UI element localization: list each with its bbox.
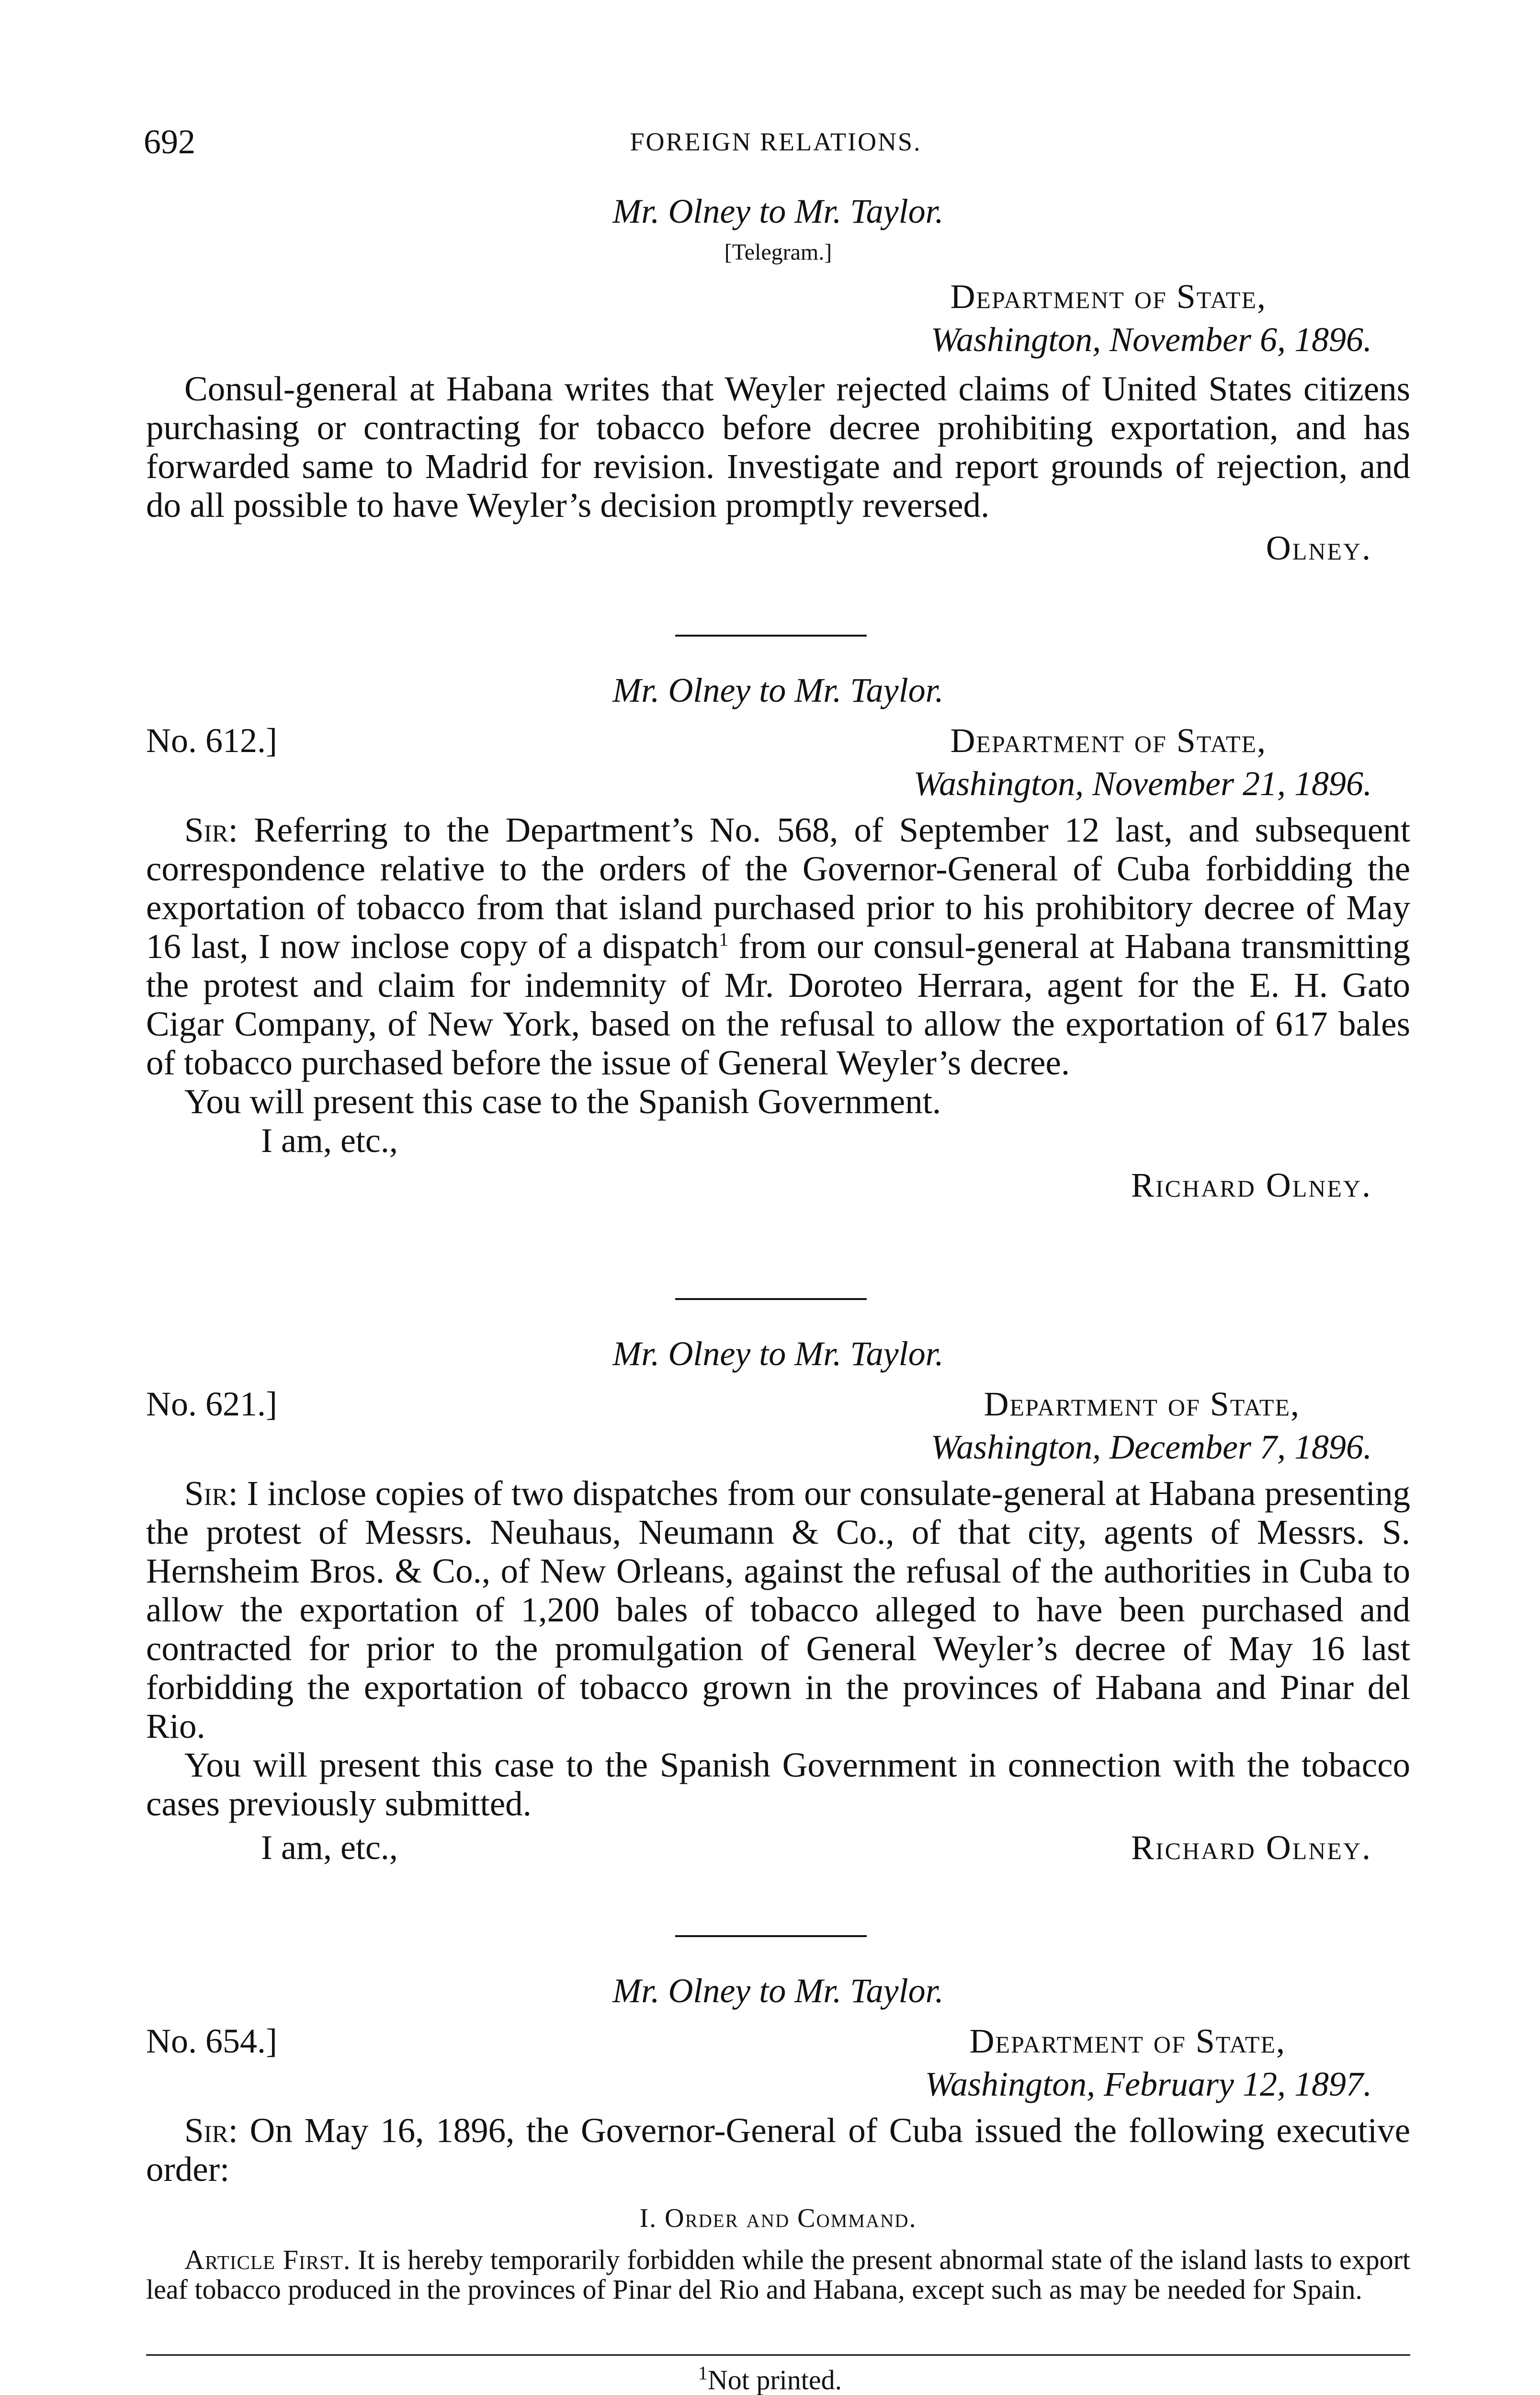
footnote-ref: 1 [719,928,729,950]
running-head: FOREIGN RELATIONS. [630,127,922,156]
letter-654 [146,1971,1410,2332]
letter-title: Mr. Olney to Mr. Taylor. [612,671,944,709]
closing: I am, etc., [261,1828,398,1867]
body-text: from our consul-general at Habana transmitting the protest and claim for indemnity of Mr. Doroteo Herrara, agent for the E. H. Gato Cigar Company, of New York, based on the refusal to allow the exportation of 617 bales of tobacco purchased before the issue of General Weyler’s decree. [146,927,1410,1082]
body-text: On May 16, 1896, the Governor-General of Cuba issued the following executive order: [146,2111,1411,2189]
letter-title: Mr. Olney to Mr. Taylor. [612,1334,944,1373]
letter-title: Mr. Olney to Mr. Taylor. [612,1972,944,2010]
letter-621 [146,1334,1410,1869]
letter-body [146,2111,1410,2189]
salutation: Sir: [184,1474,238,1513]
signature: Richard Olney. [1131,1828,1372,1867]
closing: I am, etc., [261,1121,398,1160]
department-line: Department of State, [969,2022,1286,2060]
footnote-text: Not printed. [707,2364,842,2395]
document-number: No. 654.] [146,2022,277,2060]
letter-subtitle: [Telegram.] [724,240,832,265]
letterhead-row [146,721,1410,764]
document-number: No. 612.] [146,721,277,760]
letterhead-row [146,2021,1410,2064]
article-lead: Article First. [184,2244,351,2275]
body-text: Referring to the Department’s No. 568, of September 12 last, and subsequent correspondence relative to the orders of the Governor-General of Cuba forbidding the exportation of tobacco from that island purchased prior to his prohibitory decree of May 16 last, I now inclose copy of a dispatch [146,810,1411,966]
article-text [146,2245,1410,2304]
signature: Olney. [1266,529,1372,567]
place-date: Washington, November 6, 1896. [930,320,1372,359]
letter-612 [146,671,1410,1205]
department-line: Department of State, [984,1385,1300,1423]
article-body: It is hereby temporarily forbidden while the present abnormal state of the island lasts to export leaf tobacco produced in the provinces of Pinar del Rio and Habana, except such as may be needed for Spain. [146,2244,1410,2305]
letter-body [146,1474,1410,1745]
place-date: Washington, December 7, 1896. [930,1428,1372,1466]
footnote [0,2364,1540,2395]
page-number: 692 [144,123,195,161]
section-divider [675,1298,867,1300]
signature: Richard Olney. [1131,1166,1372,1204]
letter-telegram [146,192,1410,568]
section-divider [675,1935,867,1937]
place-date: Washington, November 21, 1896. [913,764,1372,803]
page-header [144,122,1408,160]
footnote-rule [146,2354,1410,2356]
place-date: Washington, February 12, 1897. [925,2065,1372,2103]
department-line: Department of State, [950,277,1267,316]
section-divider [675,635,867,637]
department-line: Department of State, [950,721,1267,760]
letter-body: You will present this case to the Spanish Government in connection with the tobacco cases previously submitted. [146,1745,1410,1823]
salutation: Sir: [184,2111,238,2150]
letter-body: Consul-general at Habana writes that Weyler rejected claims of United States citizens purchasing or contracting for tobacco before decree prohibiting exportation, and has forwarded same to Madrid for revision. Investigate and report grounds of rejection, and do all possible to have Weyler’s decision promptly reversed. [146,369,1410,525]
order-title: I. Order and Command. [639,2203,917,2233]
closing-row [146,1828,1410,1869]
letter-body: You will present this case to the Spanish Government. [184,1082,941,1121]
document-number: No. 621.] [146,1385,277,1423]
footnote-mark: 1 [698,2362,708,2384]
salutation: Sir: [184,810,238,849]
letterhead-row [146,277,1410,320]
letterhead-row [146,1384,1410,1427]
letter-title: Mr. Olney to Mr. Taylor. [612,192,944,230]
body-text: I inclose copies of two dispatches from our consulate-general at Habana presenting the protest of Messrs. Neuhaus, Neumann & Co., of that city, agents of Messrs. S. Hernsheim Bros. & Co., of New Orleans, against the refusal of the authorities in Cuba to allow the exportation of 1,200 bales of tobacco alleged to have been purchased and contracted for prior to the promulgation of General Weyler’s decree of May 16 last forbidding the exportation of tobacco grown in the provinces of Habana and Pinar del Rio. [146,1474,1410,1745]
letter-body [146,810,1410,1082]
